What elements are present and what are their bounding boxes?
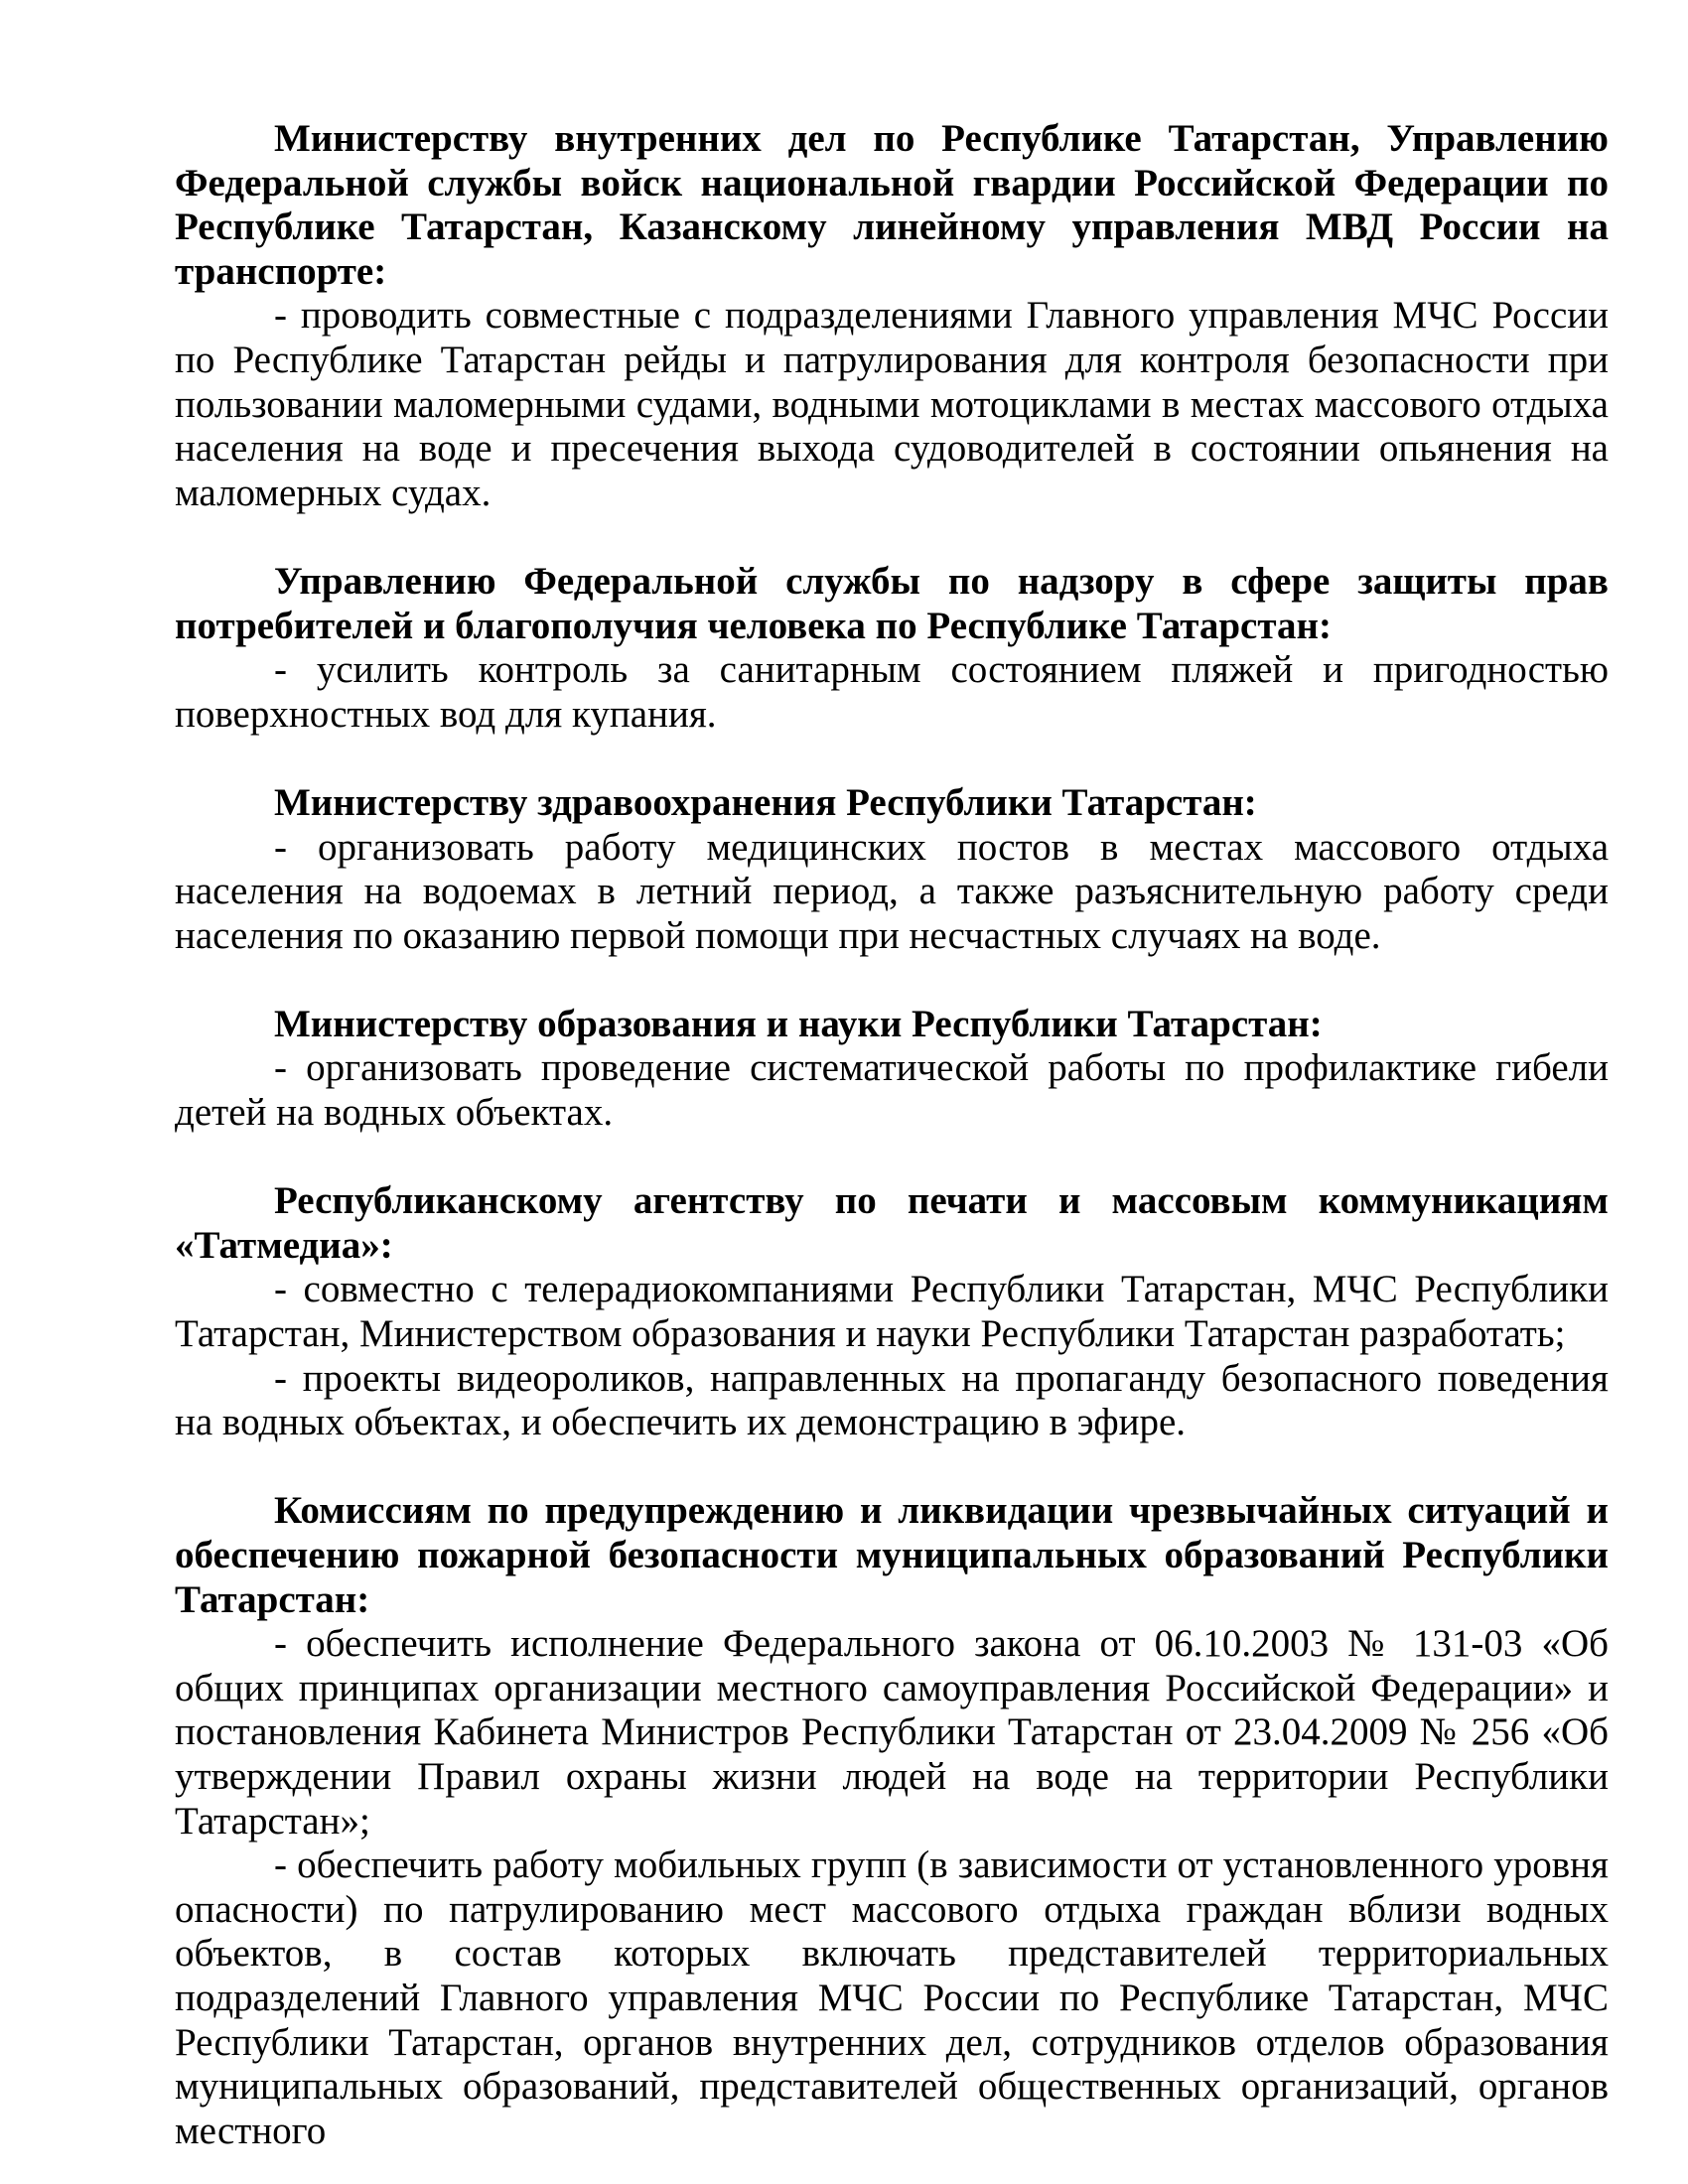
section-item: - проекты видеороликов, направленных на пропаганду безопасного поведения на водных объектах, и обеспечить их демонстрацию в эфире. — [175, 1356, 1609, 1444]
section-item: - организовать работу медицинских постов в местах массового отдыха населения на водоемах в летний период, а также разъяснительную работу среди населения по оказанию первой помощи при несчастных случаях на воде. — [175, 825, 1609, 957]
section-item: - организовать проведение систематической работы по профилактике гибели детей на водных объектах. — [175, 1046, 1609, 1135]
section-heading: Комиссиям по предупреждению и ликвидации чрезвычайных ситуаций и обеспечению пожарной безопасности муниципальных образований Республики Татарстан: — [175, 1489, 1609, 1621]
section-heading: Министерству образования и науки Республики Татарстан: — [274, 1002, 1323, 1045]
section-item: - обеспечить работу мобильных групп (в зависимости от установленного уровня опасности) по патрулированию мест массового отдыха граждан вблизи водных объектов, в состав которых включать представителей территориальных подразделений Главного управления МЧС России по Республике Татарстан, МЧС Республики Татарстан, органов внутренних дел, сотрудников отделов образования муниципальных образований, представителей общественных организаций, органов местного — [175, 1843, 1609, 2152]
section-minobr — [175, 1003, 1609, 1136]
section-rospotrebnadzor — [175, 560, 1609, 737]
section-item: - совместно с телерадиокомпаниями Республики Татарстан, МЧС Республики Татарстан, Министерством образования и науки Республики Татарстан разработать; — [175, 1268, 1609, 1356]
section-heading: Министерству здравоохранения Республики Татарстан: — [274, 780, 1257, 824]
section-item: - проводить совместные с подразделениями Главного управления МЧС России по Республике Татарстан рейды и патрулирования для контроля безопасности при пользовании маломерными судами, водными мотоциклами в местах массового отдыха населения на воде и пресечения выхода судоводителей в состоянии опьянения на маломерных судах. — [175, 294, 1609, 514]
section-kchs — [175, 1489, 1609, 2153]
section-minzdrav — [175, 781, 1609, 958]
section-heading: Министерству внутренних дел по Республике Татарстан, Управлению Федеральной службы войск национальной гвардии Российской Федерации по Республике Татарстан, Казанскому линейному управления МВД России на транспорте: — [175, 117, 1609, 293]
section-heading: Республиканскому агентству по печати и массовым коммуникациям «Татмедиа»: — [175, 1179, 1609, 1267]
section-item: - усилить контроль за санитарным состоянием пляжей и пригодностью поверхностных вод для купания. — [175, 648, 1609, 736]
section-tatmedia — [175, 1179, 1609, 1445]
document-page — [175, 117, 1609, 2153]
section-mvd — [175, 117, 1609, 515]
section-item: - обеспечить исполнение Федерального закона от 06.10.2003 № 131-03 «Об общих принципах организации местного самоуправления Российской Федерации» и постановления Кабинета Министров Республики Татарстан от 23.04.2009 № 256 «Об утверждении Правил охраны жизни людей на воде на территории Республики Татарстан»; — [175, 1622, 1609, 1843]
section-heading: Управлению Федеральной службы по надзору в сфере защиты прав потребителей и благополучия человека по Республике Татарстан: — [175, 559, 1609, 647]
